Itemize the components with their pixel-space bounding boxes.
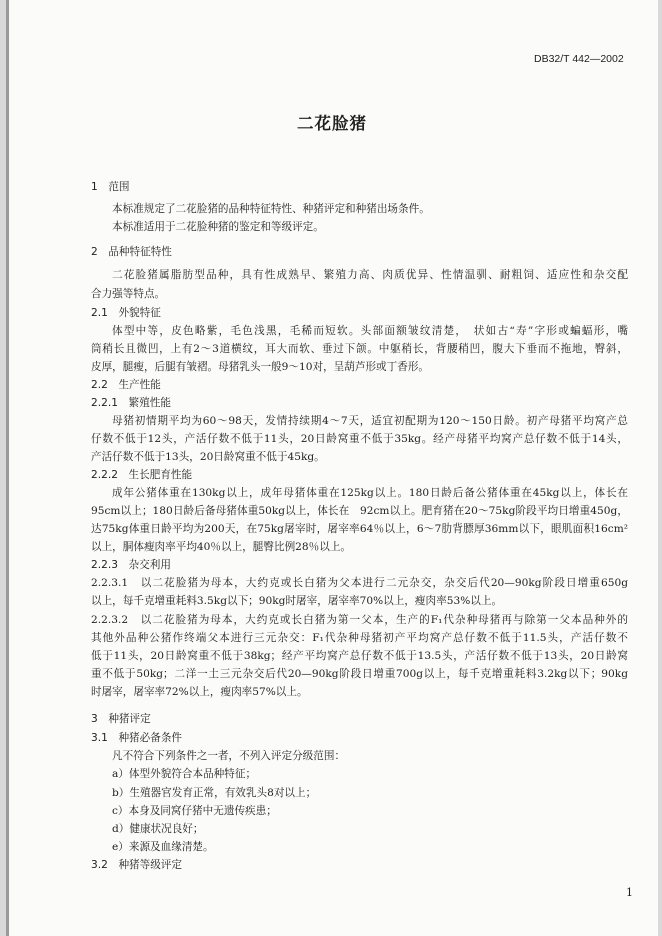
body-line: 本标准适用于二花脸种猪的鉴定和等级评定。 — [112, 221, 324, 233]
body-line: 仔数不低于12头，产活仔数不低于11头，20日龄窝重不低于35kg。经产母猪平均窝产总仔数不低于14头， — [91, 433, 628, 445]
body-line: 时屠宰，屠宰率72%以上，瘦肉率57%以上。 — [91, 686, 308, 698]
section-heading-evaluation: 3 种猪评定 — [91, 713, 151, 725]
body-line: 二花脸猪属脂肪型品种，具有性成熟早、繁殖力高、肉质优异、性情温驯、耐粗饲、适应性和杂交配 — [112, 269, 628, 281]
body-line: 合力强等特点。 — [91, 288, 166, 300]
page-number: 1 — [626, 886, 633, 899]
list-item: a）体型外貌符合本品种特征； — [112, 768, 257, 780]
subsection-heading: 2.1 外貌特征 — [91, 307, 161, 319]
subsection-heading: 2.2.2 生长肥育性能 — [91, 469, 193, 481]
body-line: 2.2.3.2 以二花脸猪为母本，大约克或长白猪为第一父本，生产的F₁代杂种母猪再与除第一父本品种外的 — [91, 614, 628, 626]
body-line: 成年公猪体重在130kg以上，成年母猪体重在125kg以上。180日龄后备公猪体重在45kg以上，体长在 — [112, 487, 628, 499]
subsection-heading: 2.2.3 杂交利用 — [91, 559, 171, 571]
body-line: 皮厚，腿瘦，后腿有皱褶。母猪乳头一般9～10对，呈葫芦形或丁香形。 — [91, 361, 430, 373]
body-line: 低于11头，20日龄窝重不低于38kg；经产平均窝产总仔数不低于13.5头，产活仔数不低于13头，20日龄窝 — [91, 650, 628, 662]
document-page — [6, 0, 658, 936]
body-line: 凡不符合下列条件之一者，不列入评定分级范围： — [112, 750, 346, 762]
section-heading-scope: 1 范围 — [91, 181, 130, 193]
document-title: 二花脸猪 — [297, 114, 367, 133]
body-line: 2.2.3.1 以二花脸猪为母本，大约克或长白猪为父本进行二元杂交，杂交后代20—90kg阶段日增重650g — [91, 577, 628, 589]
body-line: 筒稍长且微凹，上有2～3道横纹，耳大而软、垂过下颌。中躯稍长，背腰稍凹，腹大下垂而不拖地，臀斜， — [91, 343, 628, 355]
body-line: 本标准规定了二花脸猪的品种特征特性、种猪评定和种猪出场条件。 — [112, 203, 430, 215]
body-line: 以上，胴体瘦肉率平均40％以上，腿臀比例28％以上。 — [91, 541, 352, 553]
list-item: e）来源及血缘清楚。 — [112, 841, 214, 853]
list-item: b）生殖器官发育正常，有效乳头8对以上； — [112, 787, 317, 799]
subsection-heading: 3.1 种猪必备条件 — [91, 732, 183, 744]
subsection-heading: 2.2.1 繁殖性能 — [91, 397, 171, 409]
page-edge-shadow — [6, 0, 9, 936]
subsection-heading: 2.2 生产性能 — [91, 379, 161, 391]
body-line: 重不低于50kg；二洋一土三元杂交后代20—90kg阶段日增重700g以上，每千克增重耗料3.2kg以下；90kg — [91, 668, 628, 680]
body-line: 产活仔数不低于13头，20日龄窝重不低于45kg。 — [91, 451, 325, 463]
body-line: 母猪初情期平均为60～98天，发情持续期4～7天，适宜初配期为120～150日龄。初产母猪平均窝产总 — [112, 415, 628, 427]
body-line: 95cm以上；180日龄后备母猪体重50kg以上，体长在 92cm以上。肥育猪在20～75kg阶段平均日增重450g， — [91, 505, 628, 517]
list-item: c）本身及同窝仔猪中无遗传疾患； — [112, 805, 277, 817]
section-heading-characteristics: 2 品种特征特性 — [91, 246, 172, 258]
subsection-heading: 3.2 种猪等级评定 — [91, 859, 183, 871]
standard-number: DB32/T 442—2002 — [534, 53, 624, 65]
body-line: 体型中等，皮色略紫，毛色浅黑，毛稀而短软。头部面额皱纹清楚， 状如古“寿”字形或蝙蝠形，嘴 — [112, 325, 628, 337]
body-line: 达75kg体重日龄平均为200天，在75kg屠宰时，屠宰率64％以上，6～7肋背膘厚36mm以下，眼肌面积16cm² — [91, 523, 628, 535]
body-line: 其他外品种公猪作终端父本进行三元杂交：F₁代杂种母猪初产平均窝产总仔数不低于11.5头，产活仔数不 — [91, 632, 628, 644]
list-item: d）健康状况良好； — [112, 823, 204, 835]
body-line: 以上，每千克增重耗料3.5kg以下；90kg时屠宰，屠宰率70%以上，瘦肉率53%以上。 — [91, 595, 503, 607]
